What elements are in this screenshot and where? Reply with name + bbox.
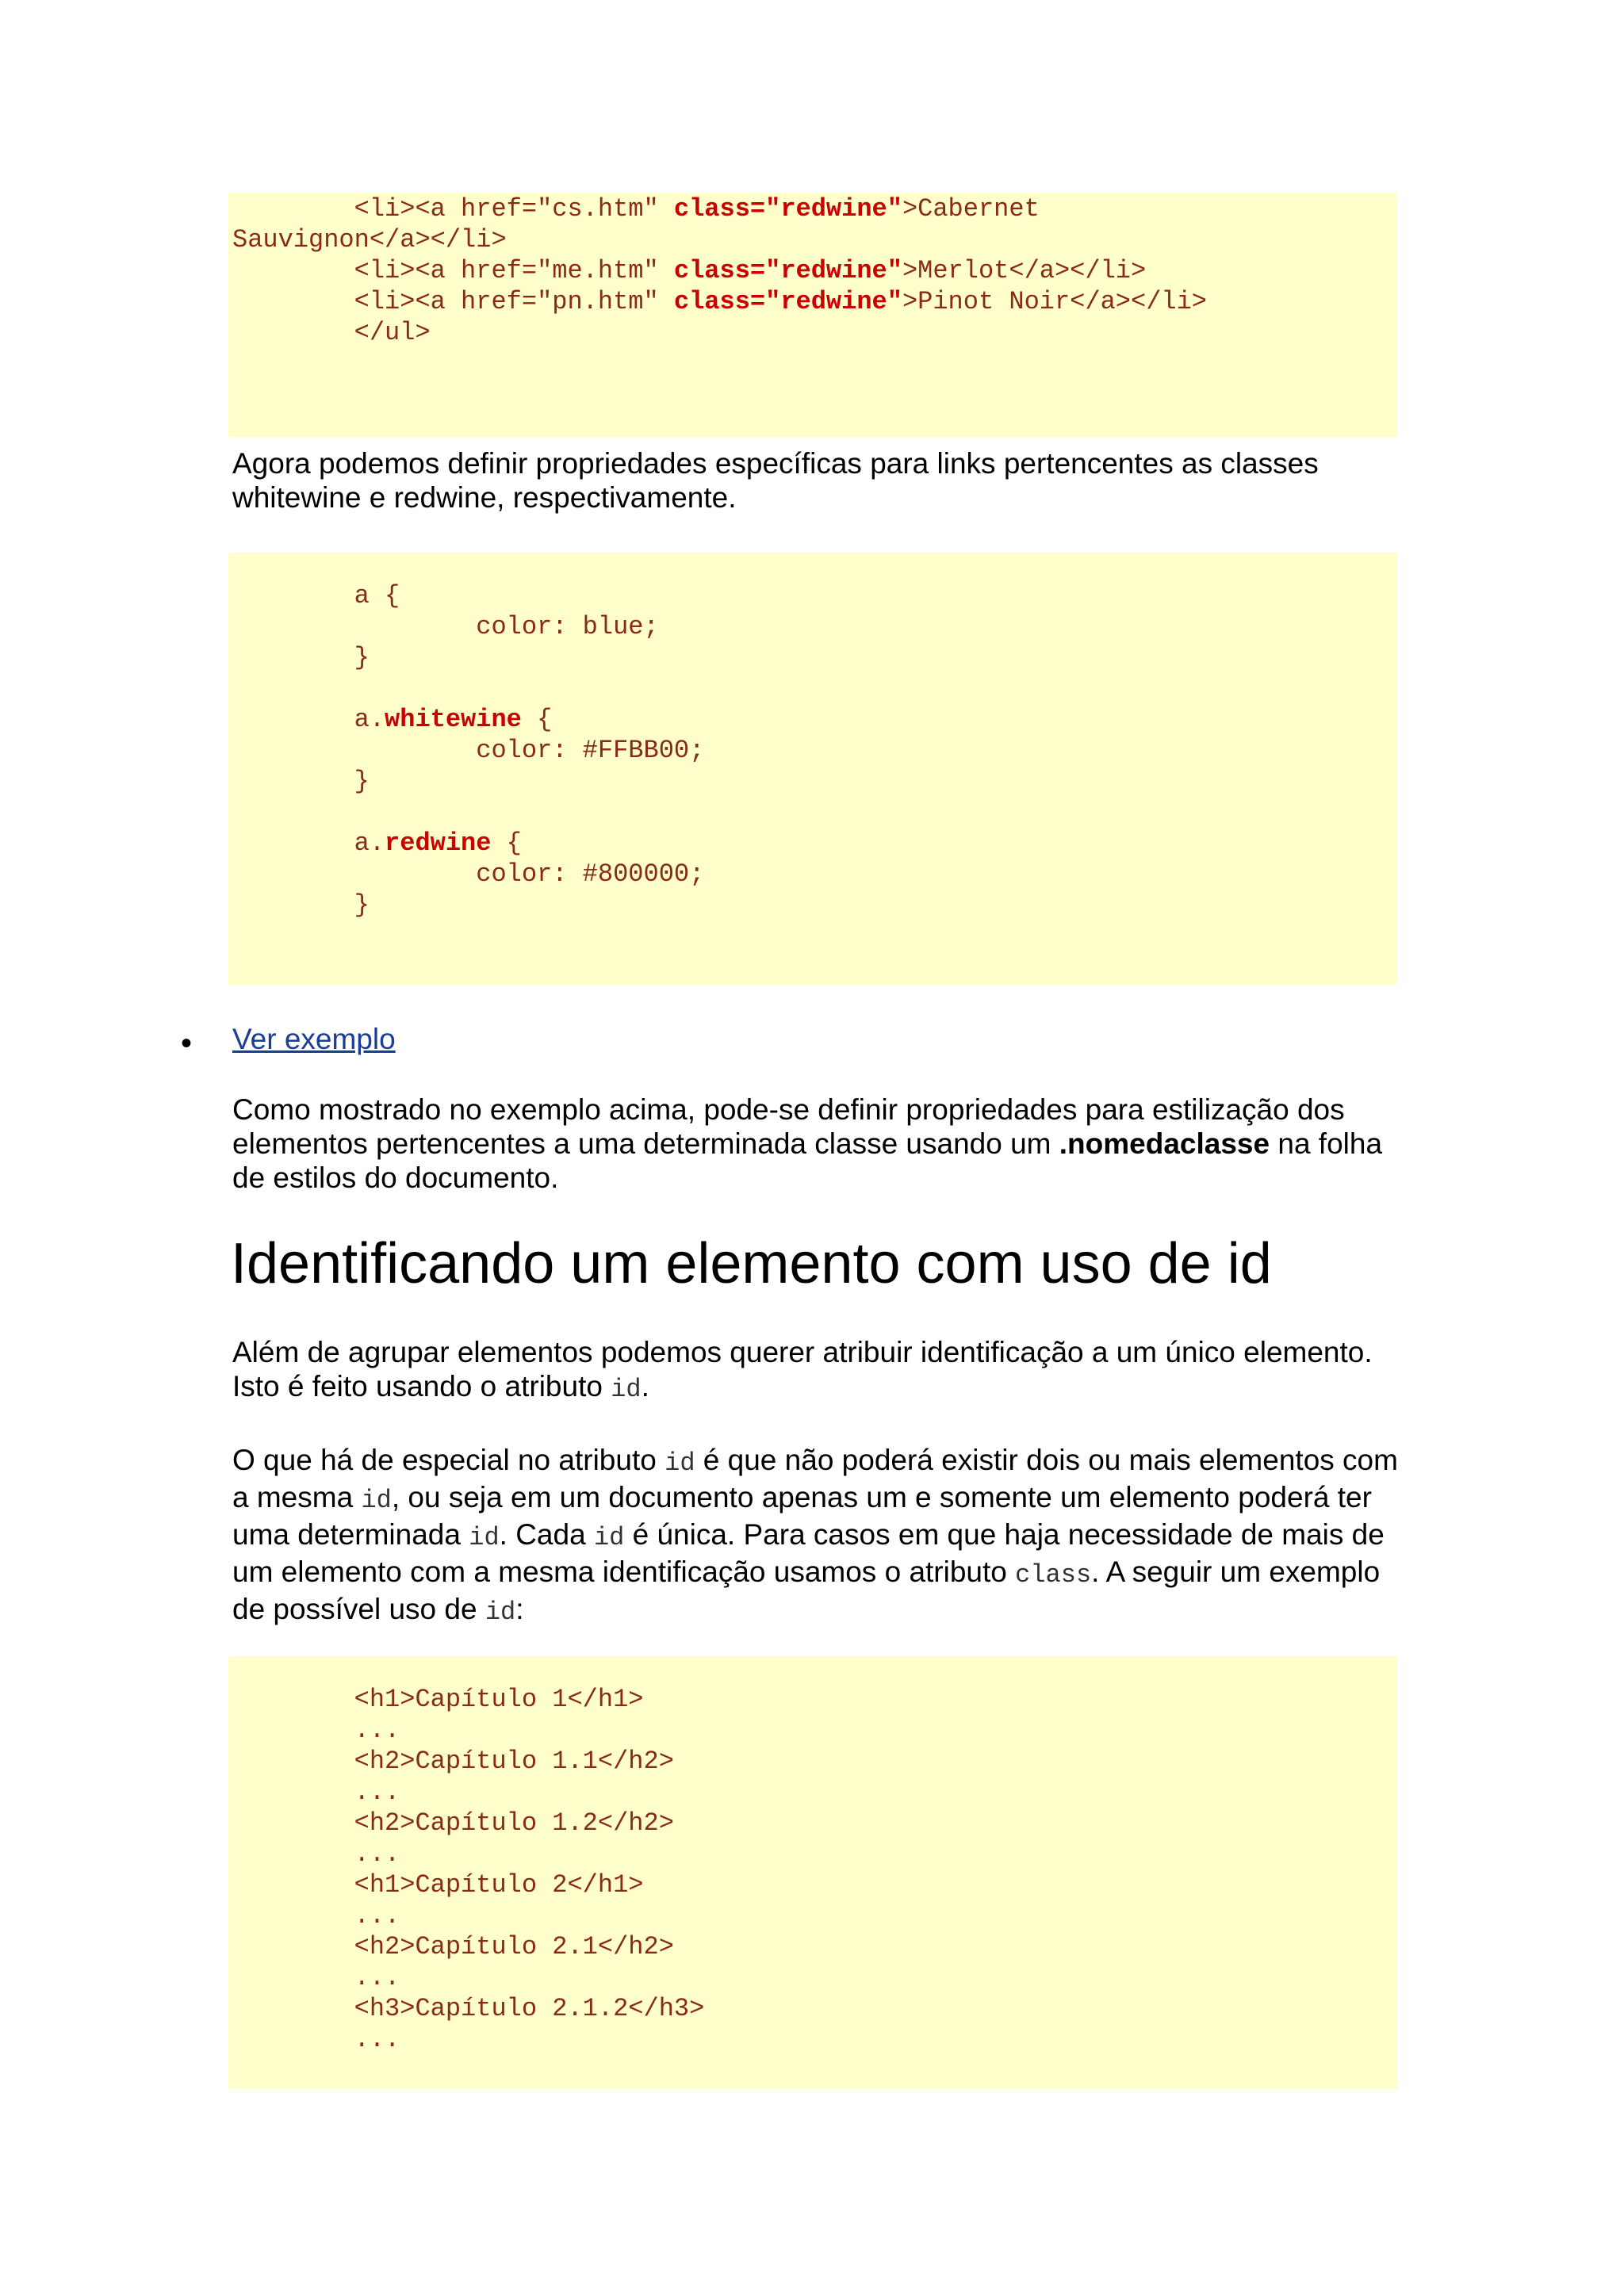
- inline-code: id: [593, 1523, 625, 1552]
- code-line: a.redwine {: [232, 828, 522, 858]
- inline-code: id: [611, 1375, 642, 1404]
- code-line: Sauvignon</a></li>: [232, 225, 507, 254]
- paragraph-classes-intro: Agora podemos definir propriedades específicas para links pertencentes as classes whitewine e redwine, respectivamente.: [232, 447, 1319, 514]
- code-line: <h2>Capítulo 1.2</h2>: [232, 1808, 674, 1838]
- example-link[interactable]: Ver exemplo: [232, 1023, 396, 1055]
- code-line: }: [232, 890, 370, 920]
- code-line: color: blue;: [232, 612, 659, 641]
- code-line: color: #800000;: [232, 859, 705, 889]
- code-line: <h1>Capítulo 2</h1>: [232, 1870, 644, 1900]
- paragraph-class-explanation: Como mostrado no exemplo acima, pode-se definir propriedades para estilização dos elementos pertencentes a uma determinada classe usando um .nomedaclasse na folha de estilos do documento.: [232, 1093, 1383, 1194]
- code-listing: [228, 193, 1397, 348]
- code-line: <h2>Capítulo 1.1</h2>: [232, 1747, 674, 1776]
- inline-code: id: [485, 1598, 516, 1627]
- inline-code: id: [665, 1448, 695, 1478]
- code-line: <h1>Capítulo 1</h1>: [232, 1685, 644, 1714]
- code-listing: [228, 1656, 1397, 2055]
- paragraph-id-intro: Além de agrupar elementos podemos querer atribuir identificação a um único elemento. Isto é feito usando o atributo id.: [232, 1336, 1373, 1404]
- code-line: </ul>: [232, 318, 431, 347]
- code-line: <h2>Capítulo 2.1</h2>: [232, 1932, 674, 1961]
- code-line: <li><a href="me.htm" class="redwine">Merlot</a></li>: [232, 256, 1147, 285]
- paragraph-id-details: O que há de especial no atributo id é que não poderá existir dois ou mais elementos com a mesma id, ou seja em um documento apenas um e somente um elemento poderá ter uma determinada id. Cada id é única. Para casos em que haja necessidade de mais de um elemento com a mesma identificação usamos o atributo class. A seguir um exemplo de possível uso de id:: [232, 1444, 1398, 1627]
- inline-code: class: [1015, 1560, 1092, 1590]
- bold-classname: .nomedaclasse: [1059, 1127, 1270, 1160]
- code-line: <h3>Capítulo 2.1.2</h3>: [232, 1994, 705, 2023]
- code-block-css: [228, 553, 1397, 985]
- code-line: ...: [232, 1963, 400, 1992]
- code-line: <li><a href="cs.htm" class="redwine">Cabernet: [232, 194, 1040, 224]
- code-block-html-list: [228, 193, 1397, 437]
- code-line: }: [232, 643, 370, 672]
- code-line: ...: [232, 1777, 400, 1807]
- code-line: }: [232, 767, 370, 796]
- code-line: ...: [232, 2025, 400, 2054]
- inline-code: id: [469, 1523, 500, 1552]
- code-line: ...: [232, 1839, 400, 1869]
- code-line: ...: [232, 1716, 400, 1745]
- code-block-headings: [228, 1656, 1397, 2089]
- code-line: a {: [232, 581, 400, 610]
- inline-code: id: [361, 1486, 392, 1515]
- code-listing: [228, 553, 1397, 920]
- code-line: <li><a href="pn.htm" class="redwine">Pinot Noir</a></li>: [232, 287, 1207, 316]
- code-line: ...: [232, 1901, 400, 1931]
- code-line: color: #FFBB00;: [232, 736, 705, 765]
- code-line: a.whitewine {: [232, 705, 553, 734]
- bullet-icon: •: [181, 1026, 193, 1061]
- section-heading: Identificando um elemento com uso de id: [231, 1232, 1272, 1295]
